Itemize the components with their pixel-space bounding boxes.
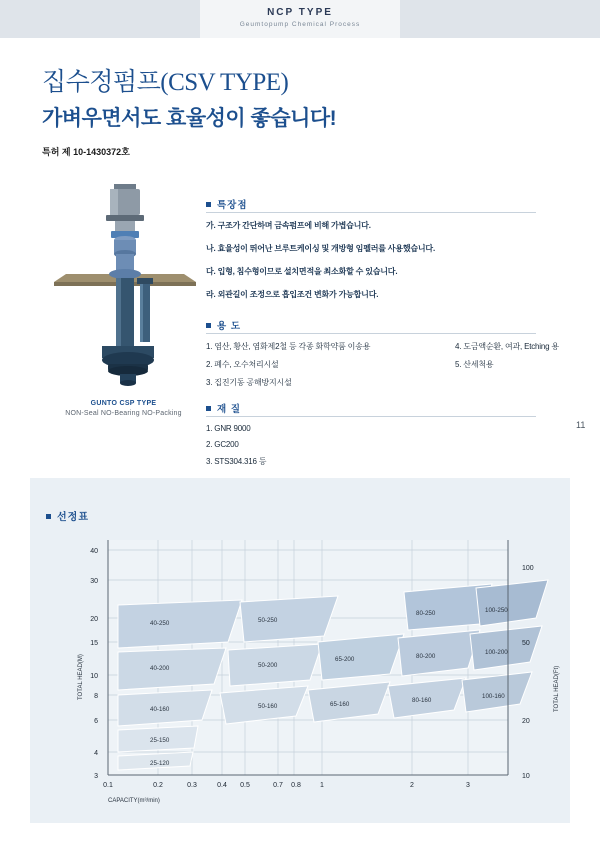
x-tick-label: 3 [466,782,470,789]
selection-chart [30,530,570,820]
x-tick-label: 0.5 [240,782,250,789]
y-tick-label: 15 [90,640,98,647]
zone-label: 50-160 [258,703,278,710]
zone-label: 65-160 [330,701,350,708]
x-tick-label: 1 [320,782,324,789]
features-list [206,220,546,312]
feature-item: 라. 외관길이 조정으로 흡입조건 변화가 가능합니다. [206,290,379,299]
y-axis-title-right: TOTAL HEAD(Ft) [554,665,560,712]
material-heading-label: 재 질 [217,404,241,415]
x-tick-label: 0.2 [153,782,163,789]
material-list [206,424,446,474]
feature-item: 가. 구조가 간단하며 금속펌프에 비해 가볍습니다. [206,221,371,230]
y-tick-label-right: 100 [522,565,534,572]
material-item: 2. GC200 [206,440,239,449]
zone-label: 50-250 [258,617,278,624]
zone-label: 40-250 [150,620,170,627]
y-tick-label-right: 10 [522,773,530,780]
y-tick-label: 3 [94,773,98,780]
material-section [206,401,241,415]
chart-heading-label: 선정표 [57,512,89,523]
zone-label: 80-250 [416,610,436,617]
y-tick-label: 20 [90,616,98,623]
y-tick-label: 30 [90,578,98,585]
x-tick-label: 2 [410,782,414,789]
patent-number: 특허 제 10-1430372호 [42,147,130,157]
material-heading [206,401,241,415]
zone-label: 100-250 [485,607,508,614]
square-bullet-icon [206,323,211,328]
feature-item: 나. 효율성이 뛰어난 브루트케이싱 및 개방형 임펠러를 사용했습니다. [206,244,435,253]
zone-label: 25-120 [150,760,170,767]
page-subtitle: 가벼우면서도 효율성이 좋습니다! [42,107,337,130]
x-axis-title: CAPACITY(m³/min) [108,798,160,804]
usage-item: 5. 산세척용 [455,360,494,369]
zone-label: 80-200 [416,653,436,660]
x-tick-label: 0.4 [217,782,227,789]
x-tick-label: 0.3 [187,782,197,789]
usage-heading-label: 용 도 [217,321,241,332]
feature-item: 다. 입형, 침수형이므로 설치면적을 최소화할 수 있습니다. [206,267,398,276]
y-tick-label: 8 [94,693,98,700]
header-center-block [200,0,400,38]
product-image-block [36,178,211,448]
selection-chart-panel [30,478,570,823]
material-item: 1. GNR 9000 [206,424,251,433]
features-heading [206,197,248,211]
zone-label: 100-200 [485,649,508,656]
header-band [0,0,600,38]
y-tick-label: 4 [94,750,98,757]
x-tick-label: 0.1 [103,782,113,789]
page-title: 집수정펌프(CSV TYPE) [42,69,289,96]
product-caption-description: NON-Seal NO-Bearing NO-Packing [65,410,182,417]
usage-item: 2. 폐수, 오수처리시설 [206,360,279,369]
usage-list-col2 [455,341,585,377]
y-tick-label: 6 [94,718,98,725]
zone-label: 65-200 [335,656,355,663]
usage-item: 3. 집진기동 공해방지시설 [206,378,292,387]
divider-material [206,416,536,417]
usage-section [206,318,241,332]
x-tick-label: 0.8 [291,782,301,789]
divider-usage [206,333,536,334]
header-title: NCP TYPE [267,7,333,18]
pump-illustration [36,178,211,396]
features-section [206,197,248,211]
zone-label: 25-150 [150,737,170,744]
product-caption-model: GUNTO CSP TYPE [90,400,157,407]
header-subtitle: Geumtopump Chemical Process [239,21,361,28]
zone-label: 100-160 [482,693,505,700]
y-tick-label: 10 [90,673,98,680]
material-item: 3. STS304.316 등 [206,457,267,466]
y-tick-label-right: 20 [522,718,530,725]
usage-item: 1. 염산, 황산, 염화제2철 등 각종 화학약품 이송용 [206,342,371,351]
zone-label: 40-160 [150,706,170,713]
features-heading-label: 특장점 [217,200,248,211]
zone-label: 40-200 [150,665,170,672]
usage-heading [206,318,241,332]
x-tick-label: 0.7 [273,782,283,789]
y-axis-title: TOTAL HEAD(M) [78,654,84,700]
zone-label: 80-160 [412,697,432,704]
square-bullet-icon [46,514,51,519]
page-number: 11 [576,420,586,430]
chart-heading [46,508,89,523]
divider-features [206,212,536,213]
zone-label: 50-200 [258,662,278,669]
y-tick-label-right: 50 [522,640,530,647]
y-tick-label: 40 [90,548,98,555]
square-bullet-icon [206,406,211,411]
usage-item: 4. 도금액순환, 여과, Etching 용 [455,342,559,351]
square-bullet-icon [206,202,211,207]
usage-list-col1 [206,341,446,395]
